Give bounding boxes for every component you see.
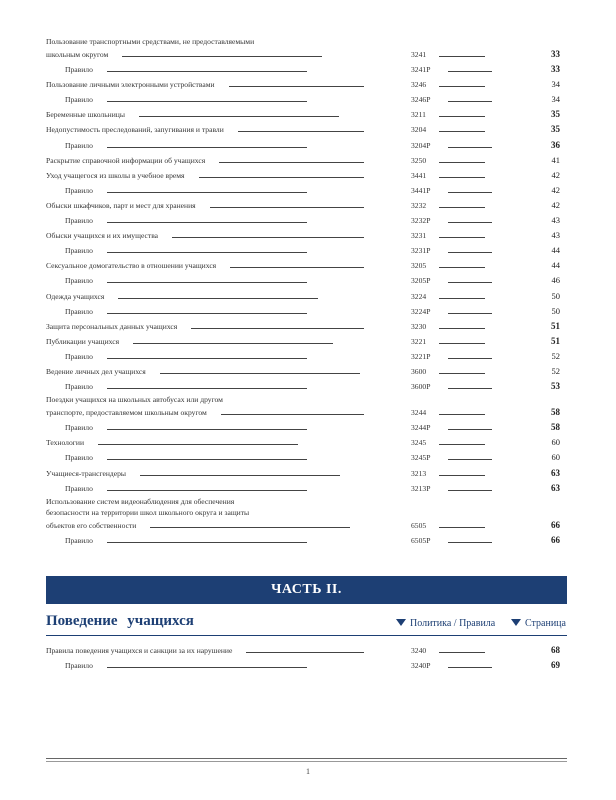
toc-entry xyxy=(46,334,568,349)
toc-entry xyxy=(46,243,568,258)
section-title: Поведение учащихся xyxy=(46,613,194,629)
toc-entry-page: 50 xyxy=(551,290,560,301)
leader-line xyxy=(448,101,492,102)
leader-line xyxy=(98,444,298,445)
leader-line xyxy=(107,388,307,389)
toc-entry-title: Раскрытие справочной информации об учащихся xyxy=(46,155,206,165)
toc-entry-code: 3245P xyxy=(411,453,431,463)
toc-entry xyxy=(46,319,568,334)
toc-entry-page: 58 xyxy=(551,407,560,418)
leader-line xyxy=(448,147,492,148)
leader-line xyxy=(229,86,364,87)
toc-entry-code: 3231 xyxy=(411,231,427,241)
leader-line xyxy=(439,444,485,445)
leader-line xyxy=(133,343,333,344)
toc-entry-code: 3244P xyxy=(411,423,431,433)
leader-line xyxy=(439,162,485,163)
toc-entry-title: Правило xyxy=(65,423,93,433)
toc-entry xyxy=(46,507,568,518)
toc-entry-title: Правило xyxy=(65,453,93,463)
triangle-down-icon xyxy=(511,619,521,626)
toc-entry xyxy=(46,228,568,243)
toc-entry-page: 42 xyxy=(551,184,560,195)
footer-rule xyxy=(46,758,567,759)
toc-entry-title: Правило xyxy=(65,351,93,361)
toc-entry-page: 60 xyxy=(551,437,560,448)
toc-entry-page: 60 xyxy=(551,452,560,463)
toc-entry-code: 3221 xyxy=(411,336,427,346)
toc-entry-title: школьным округом xyxy=(46,50,109,59)
toc-entry-title: Правило xyxy=(65,185,93,195)
toc-entry-title: Правило xyxy=(65,276,93,286)
toc-entry xyxy=(46,62,568,77)
leader-line xyxy=(140,475,340,476)
toc-entry-page: 63 xyxy=(551,467,560,478)
toc-entry-code: 3213 xyxy=(411,468,427,478)
toc-entry xyxy=(46,36,568,47)
leader-line xyxy=(439,56,485,57)
leader-line xyxy=(448,490,492,491)
leader-line xyxy=(107,459,307,460)
toc-entry xyxy=(46,450,568,465)
page-number: 1 xyxy=(306,767,310,776)
toc-entry xyxy=(46,107,568,122)
toc-entry-code: 3221P xyxy=(411,351,431,361)
toc-entry xyxy=(46,304,568,319)
toc-entry xyxy=(46,47,568,62)
leader-line xyxy=(107,252,307,253)
leader-line xyxy=(107,222,307,223)
leader-line xyxy=(448,429,492,430)
toc-entry-title: Уход учащегося из школы в учебное время xyxy=(46,170,185,180)
toc-entry-title: Публикации учащихся xyxy=(46,336,120,346)
toc-entry-title: Правило xyxy=(65,535,93,545)
toc-entry-title: Поездки учащихся на школьных автобусах или другом xyxy=(46,395,223,405)
toc-entry-page: 34 xyxy=(551,94,560,105)
toc-entry-code: 3240 xyxy=(411,646,427,655)
toc-entry-code: 3205 xyxy=(411,261,427,271)
leader-line xyxy=(448,71,492,72)
part-banner: ЧАСТЬ II. xyxy=(46,576,567,604)
leader-line xyxy=(107,147,307,148)
leader-line xyxy=(107,192,307,193)
leader-line xyxy=(107,282,307,283)
leader-line xyxy=(448,358,492,359)
toc-entry-code: 3224P xyxy=(411,306,431,316)
leader-line xyxy=(439,131,485,132)
toc-entry-title: Учащиеся-трансгендеры xyxy=(46,468,127,478)
toc-entry-code: 3230 xyxy=(411,321,427,331)
toc-entry-page: 51 xyxy=(551,335,560,346)
toc-entry-title: Ведение личных дел учащихся xyxy=(46,366,146,376)
toc-entry-title: Недопустимость преследований, запугивания и травли xyxy=(46,125,224,135)
leader-line xyxy=(439,237,485,238)
footer-rule xyxy=(46,761,567,762)
toc-entry-title: Использование систем видеонаблюдения для обеспечения xyxy=(46,496,235,506)
toc-entry-page: 66 xyxy=(551,534,560,545)
leader-line xyxy=(448,313,492,314)
toc-entry xyxy=(46,658,568,673)
toc-entry xyxy=(46,643,568,658)
leader-line xyxy=(139,116,339,117)
toc-entry-code: 3224 xyxy=(411,291,427,301)
toc-entry-page: 35 xyxy=(551,124,560,135)
leader-line xyxy=(448,252,492,253)
toc-entry xyxy=(46,153,568,168)
toc-entry-title: Одежда учащихся xyxy=(46,291,105,301)
toc-entry-page: 41 xyxy=(551,154,560,165)
toc-entry-title: Правило xyxy=(65,95,93,105)
toc-entry-page: 34 xyxy=(551,79,560,90)
toc-entry-code: 3441 xyxy=(411,170,427,180)
toc-entry xyxy=(46,379,568,394)
toc-entry xyxy=(46,420,568,435)
leader-line xyxy=(439,527,485,528)
toc-entry-page: 52 xyxy=(551,365,560,376)
toc-entry-title: Правило xyxy=(65,216,93,226)
toc-entry xyxy=(46,394,568,405)
leader-line xyxy=(107,667,307,668)
toc-entry-title: Технологии xyxy=(46,438,85,448)
toc-entry-code: 3246P xyxy=(411,95,431,105)
leader-line xyxy=(107,542,307,543)
leader-line xyxy=(439,207,485,208)
toc-entry xyxy=(46,258,568,273)
toc-entry xyxy=(46,435,568,450)
leader-line xyxy=(172,237,364,238)
leader-line xyxy=(230,267,364,268)
toc-entry xyxy=(46,138,568,153)
leader-line xyxy=(439,177,485,178)
leader-line xyxy=(221,414,364,415)
toc-entry xyxy=(46,349,568,364)
toc-entry-code: 6505 xyxy=(411,520,427,530)
toc-entry-code: 3245 xyxy=(411,438,427,448)
toc-entry-title: Правило xyxy=(65,246,93,256)
toc-entry-page: 43 xyxy=(551,215,560,226)
toc-entry-page: 52 xyxy=(551,350,560,361)
toc-entry-code: 3211 xyxy=(411,110,426,120)
toc-entry-title: Обыски учащихся и их имущества xyxy=(46,231,159,241)
toc-entry-title: транспорте, предоставляемом школьным округом xyxy=(46,408,207,418)
toc-entry-code: 6505P xyxy=(411,535,431,545)
toc-entry-page: 42 xyxy=(551,199,560,210)
toc-entry xyxy=(46,405,568,420)
toc-entry-title: объектов его собственности xyxy=(46,520,137,530)
toc-entry-code: 3204 xyxy=(411,125,427,135)
leader-line xyxy=(210,207,364,208)
toc-entry-page: 58 xyxy=(551,422,560,433)
leader-line xyxy=(448,667,492,668)
toc-entry-code: 3232P xyxy=(411,216,431,226)
toc-entry-title: Правило xyxy=(65,382,93,392)
leader-line xyxy=(439,652,485,653)
table-of-contents-part2 xyxy=(46,643,568,673)
toc-entry-page: 43 xyxy=(551,230,560,241)
toc-entry-title: Беременные школьницы xyxy=(46,110,125,120)
leader-line xyxy=(199,177,364,178)
toc-entry-code: 3246 xyxy=(411,80,427,90)
leader-line xyxy=(448,542,492,543)
leader-line xyxy=(160,373,360,374)
leader-line xyxy=(118,298,318,299)
toc-entry-page: 42 xyxy=(551,169,560,180)
toc-entry xyxy=(46,198,568,213)
toc-entry xyxy=(46,183,568,198)
leader-line xyxy=(107,490,307,491)
leader-line xyxy=(439,86,485,87)
toc-entry xyxy=(46,364,568,379)
toc-entry-code: 3213P xyxy=(411,483,431,493)
toc-entry-page: 53 xyxy=(551,381,560,392)
leader-line xyxy=(107,313,307,314)
toc-entry-page: 36 xyxy=(551,139,560,150)
toc-entry-code: 3204P xyxy=(411,140,431,150)
toc-entry-code: 3600 xyxy=(411,366,427,376)
leader-line xyxy=(439,267,485,268)
toc-entry-title: Правило xyxy=(65,306,93,316)
toc-entry-code: 3205P xyxy=(411,276,431,286)
leader-line xyxy=(122,56,322,57)
leader-line xyxy=(439,475,485,476)
leader-line xyxy=(107,71,307,72)
toc-entry-page: 69 xyxy=(551,660,560,671)
toc-entry-code: 3232 xyxy=(411,200,427,210)
leader-line xyxy=(439,116,485,117)
leader-line xyxy=(439,328,485,329)
leader-line xyxy=(150,527,350,528)
toc-entry-code: 3600P xyxy=(411,382,431,392)
leader-line xyxy=(439,298,485,299)
toc-entry xyxy=(46,77,568,92)
leader-line xyxy=(246,652,364,653)
leader-line xyxy=(448,282,492,283)
toc-entry-title: Правило xyxy=(65,661,93,671)
toc-entry-page: 33 xyxy=(551,49,560,59)
leader-line xyxy=(107,429,307,430)
leader-line xyxy=(439,414,485,415)
toc-entry-page: 66 xyxy=(551,519,560,530)
leader-line xyxy=(448,222,492,223)
leader-line xyxy=(191,328,364,329)
toc-entry-code: 3244 xyxy=(411,408,427,418)
leader-line xyxy=(107,101,307,102)
toc-entry-code: 3240P xyxy=(411,661,431,671)
toc-entry-title: Обыски шкафчиков, парт и мест для хранения xyxy=(46,200,196,210)
toc-entry xyxy=(46,168,568,183)
leader-line xyxy=(107,358,307,359)
toc-entry xyxy=(46,481,568,496)
toc-entry-code: 3241 xyxy=(411,50,427,59)
toc-entry xyxy=(46,273,568,288)
leader-line xyxy=(448,459,492,460)
leader-line xyxy=(219,162,364,163)
toc-entry-page: 33 xyxy=(551,64,560,75)
toc-entry xyxy=(46,92,568,107)
leader-line xyxy=(439,373,485,374)
leader-line xyxy=(238,131,364,132)
table-of-contents xyxy=(46,36,568,548)
leader-line xyxy=(439,343,485,344)
toc-entry-title: Правила поведения учащихся и санкции за их нарушение xyxy=(46,646,233,655)
toc-entry xyxy=(46,496,568,507)
toc-entry-title: Защита персональных данных учащихся xyxy=(46,321,178,331)
toc-entry-code: 3250 xyxy=(411,155,427,165)
leader-line xyxy=(448,192,492,193)
toc-entry-page: 46 xyxy=(551,275,560,286)
toc-entry-title: Правило xyxy=(65,140,93,150)
toc-entry-code: 3241P xyxy=(411,65,431,75)
leader-line xyxy=(448,388,492,389)
toc-entry-title: Сексуальное домогательство в отношении учащихся xyxy=(46,261,217,271)
toc-entry-page: 35 xyxy=(551,109,560,120)
toc-entry-page: 50 xyxy=(551,305,560,316)
toc-entry xyxy=(46,122,568,137)
toc-entry xyxy=(46,533,568,548)
triangle-down-icon xyxy=(396,619,406,626)
toc-entry-page: 44 xyxy=(551,260,560,271)
toc-entry xyxy=(46,518,568,533)
toc-entry xyxy=(46,213,568,228)
column-header-page: Страница xyxy=(511,618,566,629)
toc-entry-page: 44 xyxy=(551,245,560,256)
toc-entry-title: Правило xyxy=(65,65,93,75)
toc-entry-title: безопасности на территории школ школьного округа и защиты xyxy=(46,507,250,517)
toc-entry-page: 68 xyxy=(551,645,560,655)
toc-entry-title: Правило xyxy=(65,483,93,493)
toc-entry-code: 3441P xyxy=(411,185,431,195)
column-header-policy: Политика / Правила xyxy=(396,618,495,629)
toc-entry-title: Пользование личными электронными устройствами xyxy=(46,80,215,90)
toc-entry-page: 51 xyxy=(551,320,560,331)
toc-entry-title: Пользование транспортными средствами, не предоставляемыми xyxy=(46,37,255,46)
section-header xyxy=(46,613,567,636)
toc-entry-code: 3231P xyxy=(411,246,431,256)
toc-entry-page: 63 xyxy=(551,482,560,493)
toc-entry xyxy=(46,466,568,481)
toc-entry xyxy=(46,289,568,304)
